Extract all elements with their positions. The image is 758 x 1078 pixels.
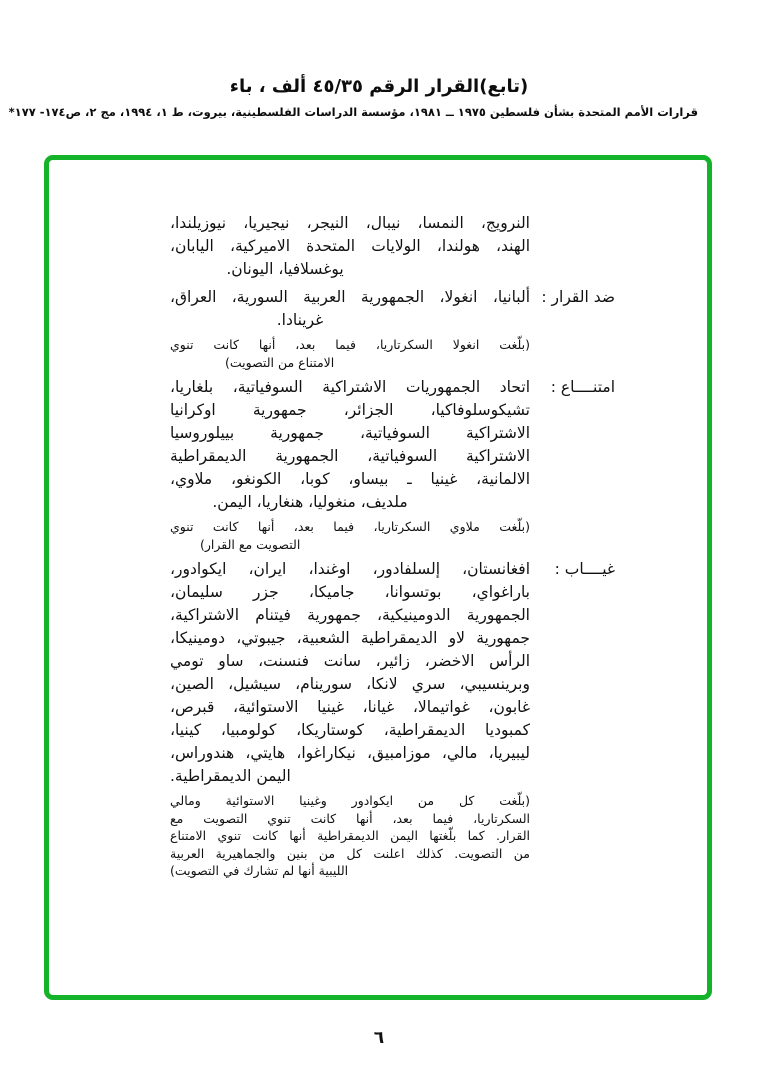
secretariat-note (170, 792, 530, 880)
country-line: ليبيريا، مالي، موزامبيق، نيكاراغوا، هايتي، هندوراس، (170, 744, 530, 762)
country-line: الجمهورية الدومينيكية، جمهورية فيتنام الاشتراكية، (170, 606, 530, 624)
secretariat-note (170, 518, 530, 553)
note-line: الامتناع من التصويت) (225, 354, 335, 370)
secretariat-note (170, 336, 530, 371)
note-line: التصويت مع القرار) (200, 536, 301, 552)
note-line: (بلّغت ملاوي السكرتاريا، فيما بعد، أنها كانت تنوي (170, 519, 530, 534)
country-line: تشيكوسلوفاكيا، الجزائر، جمهورية اوكرانيا (170, 401, 530, 419)
country-line: غرينادا. (276, 311, 324, 329)
vote-section-abstain (170, 376, 615, 553)
country-line: ملديف، منغوليا، هنغاريا، اليمن. (212, 493, 408, 511)
vote-section-against (170, 286, 615, 371)
note-line: الليبية أنها لم تشارك في التصويت) (170, 863, 349, 878)
note-line: القرار. كما بلّغتها اليمن الديمقراطية أنها كانت تنوي الامتناع (170, 828, 530, 843)
country-line: يوغسلافيا، اليونان. (226, 260, 344, 278)
country-list (170, 286, 530, 371)
source-citation: قرارات الأمم المتحدة بشأن فلسطين ١٩٧٥ ــ ١٩٨١، مؤسسة الدراسات الفلسطينية، بيروت، ط ١، ١٩٩٤، مج ٢، ص١٧٤- ١٧٧* (8, 105, 698, 119)
note-line: من التصويت. كذلك اعلنت كل من بنين والجماهيرية العربية (170, 845, 530, 861)
vote-label-abstain: امتنــــاع : (550, 378, 615, 396)
country-line: افغانستان، إلسلفادور، اوغندا، ايران، ايكوادور، (170, 560, 530, 578)
country-line: جمهورية لاو الديمقراطية الشعبية، جيبوتي، دومينيكا، (170, 629, 530, 647)
country-list (170, 558, 530, 880)
country-line: كمبوديا الديمقراطية، كوستاريكا، كولومبيا، كينيا، (170, 721, 530, 739)
country-line: اليمن الديمقراطية. (170, 767, 291, 785)
note-line: (بلّغت انغولا السكرتاريا، فيما بعد، أنها كانت تنوي (170, 337, 530, 352)
country-line: اتحاد الجمهوريات الاشتراكية السوفياتية، بلغاريا، (170, 378, 530, 396)
vote-label-absent: غيــــاب : (554, 560, 615, 578)
country-line: الرأس الاخضر، زائير، سانت فنسنت، ساو تومي (170, 652, 530, 670)
country-line: الاشتراكية السوفياتية، الجمهورية الديمقراطية (170, 447, 530, 465)
page-number: ٦ (373, 1028, 385, 1048)
country-line: وبرينسيبي، سري لانكا، سورينام، سيشيل، الصين، (170, 675, 530, 693)
country-list (170, 376, 530, 553)
document-title: (تابع)القرار الرقم ٤٥/٣٥ ألف ، باء (229, 76, 529, 97)
country-line: ألبانيا، انغولا، الجمهورية العربية السورية، العراق، (170, 288, 530, 306)
country-list (170, 212, 530, 281)
country-line: النرويج، النمسا، نيبال، النيجر، نيجيريا، نيوزيلندا، (170, 214, 530, 232)
country-line: الهند، هولندا، الولايات المتحدة الاميركية، اليابان، (170, 237, 530, 255)
country-line: الالمانية، غينيا ـ بيساو، كوبا، الكونغو، ملاوي، (170, 470, 530, 488)
country-line: باراغواي، بوتسوانا، جاميكا، جزر سليمان، (170, 583, 530, 601)
note-line: (بلّغت كل من ايكوادور وغينيا الاستوائية ومالي (170, 793, 530, 808)
vote-section-absent (170, 558, 615, 880)
note-line: السكرتاريا، فيما بعد، أنها كانت تنوي التصويت مع (170, 810, 530, 826)
country-line: الاشتراكية السوفياتية، جمهورية بييلوروسيا (170, 424, 530, 442)
vote-record (170, 212, 615, 885)
vote-section-favor-continued (170, 212, 615, 281)
vote-label-against: ضد القرار : (541, 288, 615, 306)
green-border-frame (44, 155, 712, 1000)
country-line: غابون، غواتيمالا، غيانا، غينيا الاستوائية، قبرص، (170, 698, 530, 716)
